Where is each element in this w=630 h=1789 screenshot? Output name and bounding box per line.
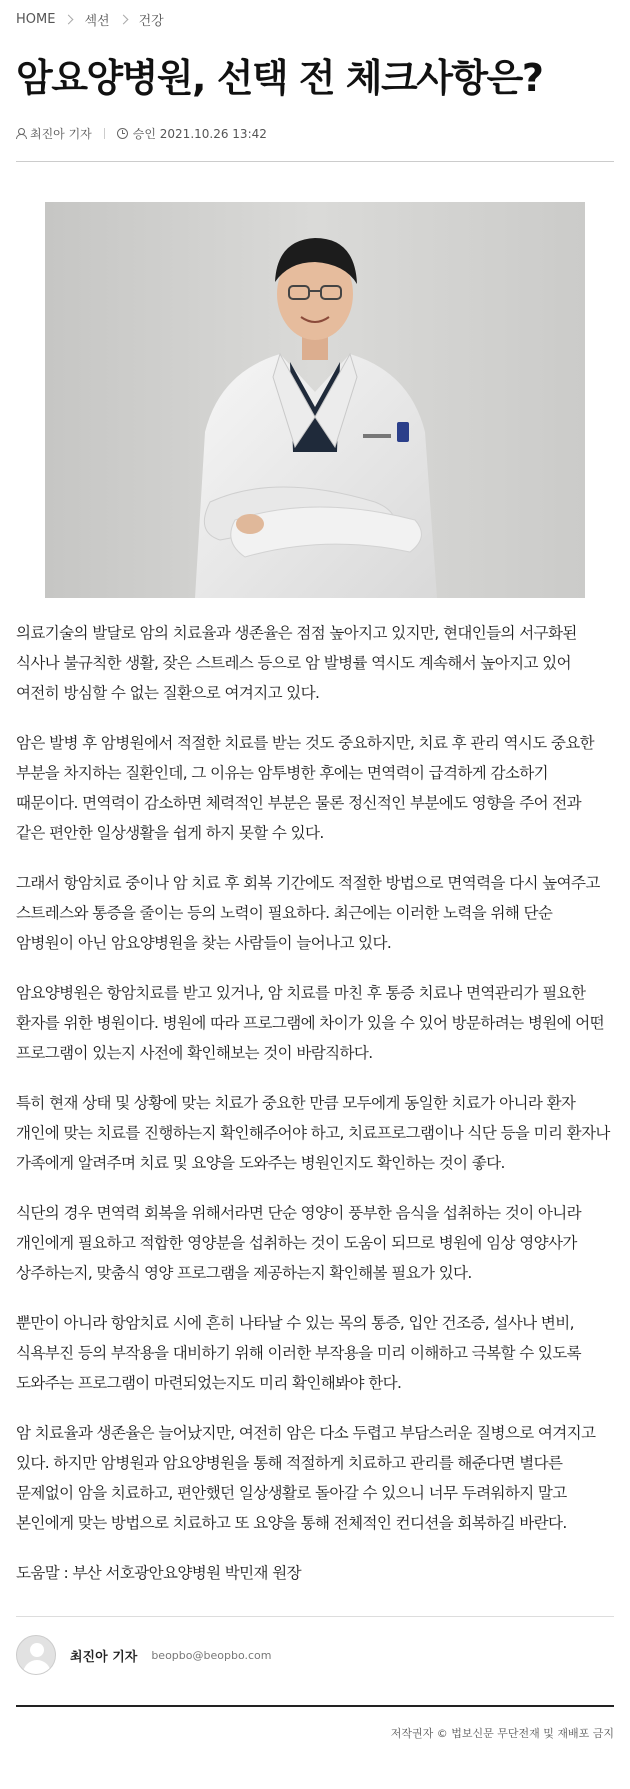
- article-paragraph: 암요양병원은 항암치료를 받고 있거나, 암 치료를 마친 후 통증 치료나 면역관리가 필요한 환자를 위한 병원이다. 병원에 따라 프로그램에 차이가 있을 수 있어 방문하려는 병원에 어떤 프로그램이 있는지 사전에 확인해보는 것이 바람직하다.: [16, 984, 605, 1062]
- approved-date: 승인 2021.10.26 13:42: [132, 126, 267, 141]
- footer-divider: [16, 1705, 614, 1707]
- breadcrumb-home-link[interactable]: HOME: [16, 11, 56, 27]
- article-body: [16, 618, 614, 1588]
- author-name[interactable]: 최진아 기자: [70, 1649, 138, 1665]
- article-photo[interactable]: [45, 202, 585, 598]
- person-icon: [16, 128, 26, 139]
- article-paragraph: 암 치료율과 생존율은 늘어났지만, 여전히 암은 다소 두렵고 부담스러운 질병으로 여겨지고 있다. 하지만 암병원과 암요양병원을 통해 적절하게 치료하고 관리를 해준다면 별다른 문제없이 암을 치료하고, 편안했던 일상생활로 돌아갈 수 있으니 너무 두려워하지 말고 본인에게 맞는 방법으로 치료하고 또 요양을 통해 전체적인 컨디션을 회복하길 바란다.: [16, 1424, 596, 1532]
- doctor-portrait-image: [45, 202, 585, 598]
- chevron-right-icon: [118, 14, 128, 24]
- article-title: 암요양병원, 선택 전 체크사항은?: [16, 56, 543, 100]
- article-paragraph: 뿐만이 아니라 항암치료 시에 흔히 나타날 수 있는 목의 통증, 입안 건조증, 설사나 변비, 식욕부진 등의 부작용을 대비하기 위해 이러한 부작용을 미리 이해하고 극복할 수 있도록 도와주는 프로그램이 마련되었는지도 미리 확인해봐야 한다.: [16, 1314, 582, 1392]
- article-paragraph: 암은 발병 후 암병원에서 적절한 치료를 받는 것도 중요하지만, 치료 후 관리 역시도 중요한 부분을 차지하는 질환인데, 그 이유는 암투병한 후에는 면역력이 급격하게 감소하기 때문이다. 면역력이 감소하면 체력적인 부분은 물론 정신적인 부분에도 영향을 주어 전과 같은 편안한 일상생활을 쉽게 하지 못할 수 있다.: [16, 734, 595, 842]
- article-paragraph: 그래서 항암치료 중이나 암 치료 후 회복 기간에도 적절한 방법으로 면역력을 다시 높여주고 스트레스와 통증을 줄이는 등의 노력이 필요하다. 최근에는 이러한 노력을 위해 단순 암병원이 아닌 암요양병원을 찾는 사람들이 늘어나고 있다.: [16, 874, 600, 952]
- article-paragraph: 식단의 경우 면역력 회복을 위해서라면 단순 영양이 풍부한 음식을 섭취하는 것이 아니라 개인에게 필요하고 적합한 영양분을 섭취하는 것이 도움이 되므로 병원에 임상 영양사가 상주하는지, 맞춤식 영양 프로그램을 제공하는지 확인해볼 필요가 있다.: [16, 1204, 582, 1282]
- chevron-right-icon: [64, 14, 74, 24]
- copyright-notice: 저작권자 © 법보신문 무단전재 및 재배포 금지: [390, 1727, 614, 1740]
- meta-divider: [104, 128, 105, 139]
- article-credit: 도움말 : 부산 서호광안요양병원 박민재 원장: [16, 1564, 301, 1582]
- article-paragraph: 의료기술의 발달로 암의 치료율과 생존율은 점점 높아지고 있지만, 현대인들의 서구화된 식사나 불규칙한 생활, 잦은 스트레스 등으로 암 발병률 역시도 계속해서 높아지고 있어 여전히 방심할 수 없는 질환으로 여겨지고 있다.: [16, 624, 577, 702]
- breadcrumb: [16, 0, 614, 38]
- breadcrumb-category-link[interactable]: 건강: [138, 13, 164, 29]
- header-divider: [16, 161, 614, 162]
- author-box: [16, 1617, 614, 1693]
- article-meta: [16, 124, 614, 142]
- reporter-name[interactable]: 최진아 기자: [30, 126, 92, 141]
- author-email[interactable]: beopbo@beopbo.com: [151, 1648, 272, 1662]
- approved-info: [117, 125, 267, 142]
- avatar: [16, 1635, 56, 1675]
- reporter-info: [16, 125, 92, 142]
- clock-icon: [117, 128, 128, 139]
- article-paragraph: 특히 현재 상태 및 상황에 맞는 치료가 중요한 만큼 모두에게 동일한 치료가 아니라 환자 개인에 맞는 치료를 진행하는지 확인해주어야 하고, 치료프로그램이나 식단 등을 미리 환자나 가족에게 알려주며 치료 및 요양을 도와주는 병원인지도 확인하는 것이 좋다.: [16, 1094, 610, 1172]
- breadcrumb-section-link[interactable]: 섹션: [84, 13, 110, 29]
